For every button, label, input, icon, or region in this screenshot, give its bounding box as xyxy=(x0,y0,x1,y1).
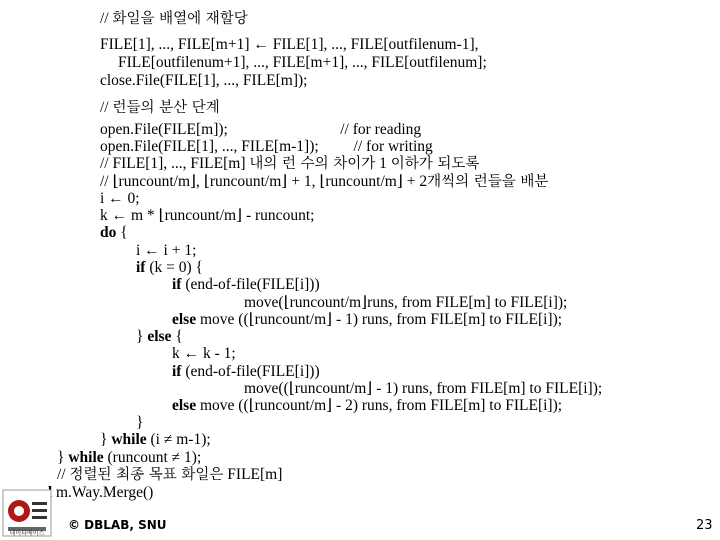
code-line xyxy=(100,173,548,191)
code-text: move(⌊runcount/m⌋runs, from FILE[m] to FILE[i]); xyxy=(244,294,568,311)
code-text: (end-of-file(FILE[i])) xyxy=(181,276,320,293)
code-line xyxy=(172,311,562,329)
code-text: move ((⌊runcount/m⌋ - 2) runs, from FILE[m] to FILE[i]); xyxy=(196,397,563,414)
code-line xyxy=(57,466,282,484)
code-text: } xyxy=(136,328,148,345)
code-text: move((⌊runcount/m⌋ - 1) runs, from FILE[m] to FILE[i]); xyxy=(244,380,603,397)
code-line xyxy=(172,363,320,381)
code-text: { xyxy=(116,224,128,241)
code-line xyxy=(118,54,487,72)
dblab-logo-icon xyxy=(2,489,52,537)
code-line xyxy=(244,294,567,312)
code-text: // xyxy=(100,99,113,116)
code-line xyxy=(100,138,433,156)
code-line xyxy=(136,242,196,260)
korean-comment-text: 내의 런 수의 차이가 xyxy=(249,156,376,172)
code-text: k ← m * ⌊runcount/m⌋ - runcount; xyxy=(100,207,315,224)
code-text: } xyxy=(100,431,112,448)
keyword: if xyxy=(136,259,146,276)
code-line xyxy=(244,380,602,398)
page-number: 23 xyxy=(696,518,713,533)
code-text: open.File(FILE[1], ..., FILE[m-1]); // for writing xyxy=(100,138,433,155)
code-line xyxy=(100,36,479,54)
code-line xyxy=(172,276,320,294)
code-text: FILE[1], ..., FILE[m+1] ← FILE[1], ..., FILE[outfilenum-1], xyxy=(100,36,479,53)
code-line xyxy=(172,345,236,363)
code-text: { xyxy=(171,328,183,345)
korean-comment-text: 런들의 분산 단계 xyxy=(112,100,220,116)
korean-comment-text: 이하가 되도록 xyxy=(390,156,480,172)
keyword: else xyxy=(147,328,172,345)
code-line xyxy=(100,72,307,90)
code-line xyxy=(100,207,314,225)
code-text: i ← i + 1; xyxy=(136,242,197,259)
code-text: (k = 0) { xyxy=(145,259,203,276)
korean-comment-text: 화일을 배열에 재할당 xyxy=(112,11,248,27)
code-text: (runcount ≠ 1); xyxy=(103,449,202,466)
code-line xyxy=(100,431,211,449)
code-text: FILE[outfilenum+1], ..., FILE[m+1], ..., FILE[outfilenum]; xyxy=(118,54,487,71)
logo-text: 데이타베이스 xyxy=(9,530,45,537)
keyword: while xyxy=(68,449,104,466)
code-text: // ⌊runcount/m⌋, ⌊runcount/m⌋ + 1, ⌊runcount/m⌋ + 2 xyxy=(100,173,428,190)
code-text: (end-of-file(FILE[i])) xyxy=(181,363,320,380)
code-line xyxy=(172,397,562,415)
code-text: close.File(FILE[1], ..., FILE[m]); xyxy=(100,72,308,89)
code-line xyxy=(57,449,201,467)
code-line xyxy=(136,414,143,432)
code-text: move ((⌊runcount/m⌋ - 1) runs, from FILE[m] to FILE[i]); xyxy=(196,311,563,328)
code-text: i ← 0; xyxy=(100,190,140,207)
code-text: FILE[m] xyxy=(223,466,283,483)
code-line xyxy=(136,259,203,277)
keyword: if xyxy=(172,276,182,293)
code-line xyxy=(100,10,248,28)
code-text: // FILE[1], ..., FILE[m] xyxy=(100,155,250,172)
code-text: } xyxy=(57,449,69,466)
code-text: 1 xyxy=(375,155,391,172)
keyword: else xyxy=(172,397,197,414)
code-text: open.File(FILE[m]); // for reading xyxy=(100,121,422,138)
code-line xyxy=(136,328,183,346)
code-line xyxy=(100,99,220,117)
keyword: else xyxy=(172,311,197,328)
code-text: m.Way.Merge() xyxy=(52,484,154,501)
code-line xyxy=(100,155,479,173)
code-text: k ← k - 1; xyxy=(172,345,236,362)
code-text: // xyxy=(100,10,113,27)
keyword: do xyxy=(100,224,117,241)
code-text: } xyxy=(136,414,144,431)
code-line xyxy=(100,121,421,139)
code-line xyxy=(100,190,140,208)
code-text: // xyxy=(57,466,70,483)
code-text: (i ≠ m-1); xyxy=(146,431,211,448)
keyword: while xyxy=(111,431,147,448)
copyright-text: © DBLAB, SNU xyxy=(68,518,167,532)
code-line xyxy=(100,224,128,242)
keyword: if xyxy=(172,363,182,380)
korean-comment-text: 개씩의 런들을 배분 xyxy=(427,174,549,190)
korean-comment-text: 정렬된 최종 목표 화일은 xyxy=(69,467,224,483)
